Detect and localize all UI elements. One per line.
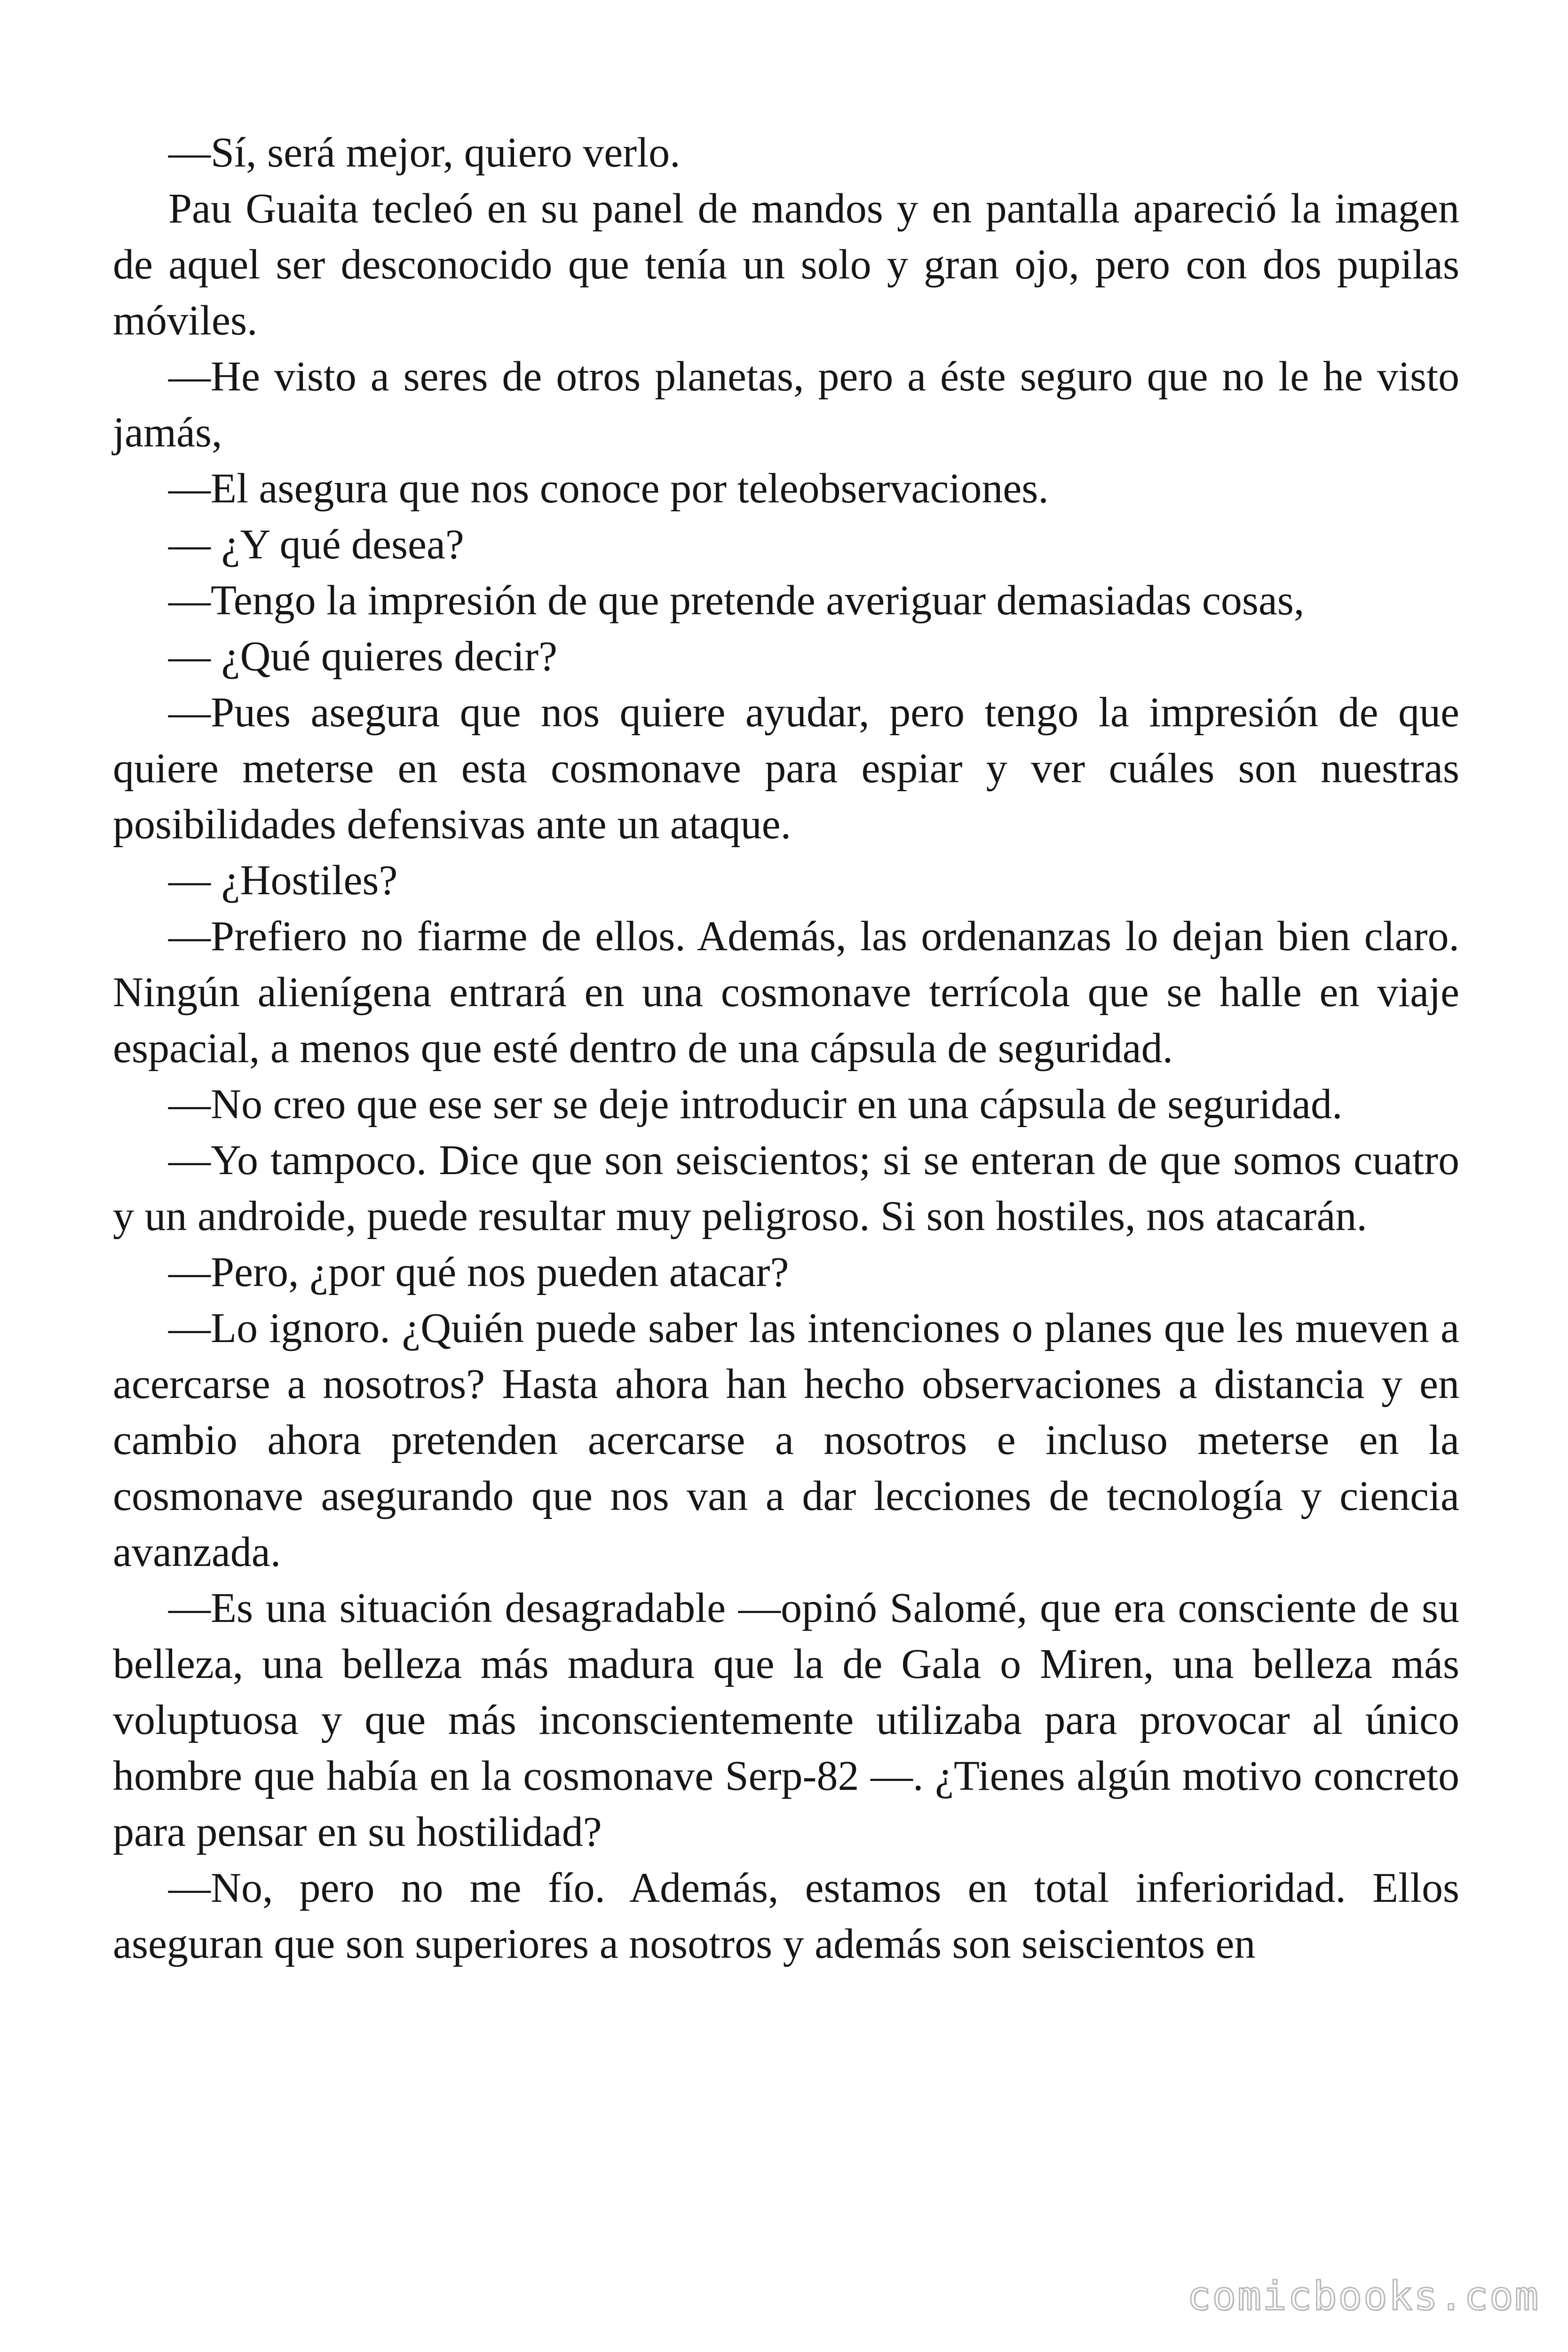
paragraph: —Lo ignoro. ¿Quién puede saber las intenciones o planes que les mueven a acercarse a nosotros? Hasta ahora han hecho observaciones a distancia y en cambio ahora pretenden acercarse a nosotros e incluso meterse en la cosmonave asegurando que nos van a dar lecciones de tecnología y ciencia avanzada. [113, 1305, 1459, 1575]
paragraph: — ¿Hostiles? [168, 857, 398, 904]
paragraph: Pau Guaita tecleó en su panel de mandos y en pantalla apareció la imagen de aquel ser desconocido que tenía un solo y gran ojo, pero con dos pupilas móviles. [113, 185, 1459, 344]
paragraph: —Prefiero no fiarme de ellos. Además, las ordenanzas lo dejan bien claro. Ningún alienígena entrará en una cosmonave terrícola que se halle en viaje espacial, a menos que esté dentro de una cápsula de seguridad. [113, 913, 1459, 1072]
paragraph: —No, pero no me fío. Además, estamos en total inferioridad. Ellos aseguran que son superiores a nosotros y además son seiscientos en [113, 1865, 1459, 1967]
paragraph: —He visto a seres de otros planetas, pero a éste seguro que no le he visto jamás, [113, 353, 1459, 456]
paragraph: —Pues asegura que nos quiere ayudar, pero tengo la impresión de que quiere meterse en esta cosmonave para espiar y ver cuáles son nuestras posibilidades defensivas ante un ataque. [113, 689, 1459, 848]
book-page-text [113, 125, 1459, 1972]
paragraph: —Pero, ¿por qué nos pueden atacar? [168, 1249, 789, 1295]
paragraph: — ¿Y qué desea? [168, 521, 464, 568]
watermark: comicbooks.com [1187, 2273, 1540, 2319]
paragraph: —Tengo la impresión de que pretende averiguar demasiadas cosas, [168, 577, 1305, 624]
paragraph: —Es una situación desagradable —opinó Salomé, que era consciente de su belleza, una belleza más madura que la de Gala o Miren, una belleza más voluptuosa y que más inconscientemente utilizaba para provocar al único hombre que había en la cosmonave Serp-82 —. ¿Tienes algún motivo concreto para pensar en su hostilidad? [113, 1585, 1459, 1855]
paragraph: —Sí, será mejor, quiero verlo. [168, 129, 681, 176]
paragraph: — ¿Qué quieres decir? [168, 633, 558, 680]
paragraph: —No creo que ese ser se deje introducir en una cápsula de seguridad. [168, 1081, 1343, 1128]
paragraph: —Yo tampoco. Dice que son seiscientos; si se enteran de que somos cuatro y un androide, puede resultar muy peligroso. Si son hostiles, nos atacarán. [113, 1137, 1459, 1240]
paragraph: —El asegura que nos conoce por teleobservaciones. [168, 465, 1049, 512]
